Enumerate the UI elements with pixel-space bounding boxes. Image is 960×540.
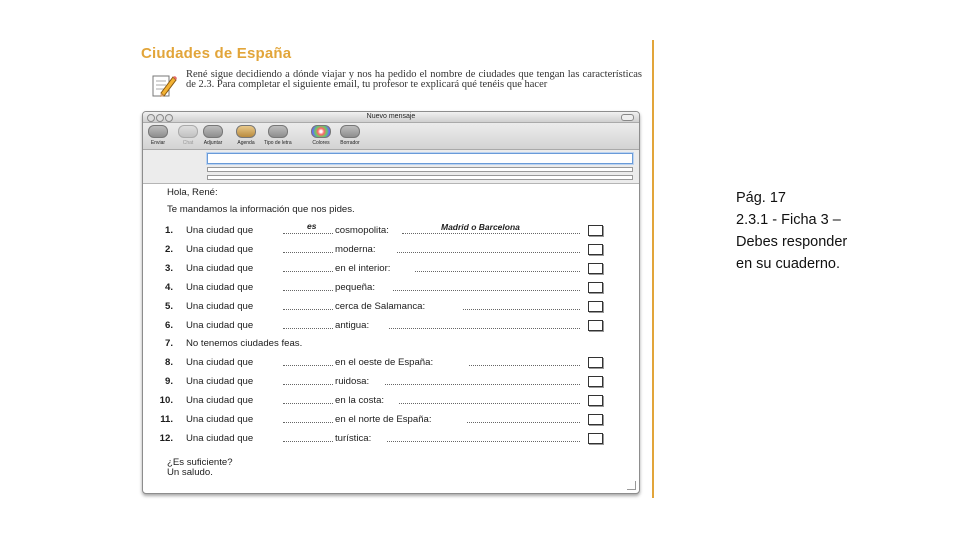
chat-button[interactable]: Chat bbox=[178, 125, 198, 146]
closing-question: ¿Es suficiente? bbox=[167, 457, 233, 468]
checkbox[interactable] bbox=[588, 376, 603, 387]
titlebar bbox=[143, 112, 639, 123]
side-note-line: 2.3.1 - Ficha 3 – bbox=[736, 212, 841, 228]
list-item: 3. Una ciudad que en el interior: bbox=[167, 263, 607, 275]
address-book-icon bbox=[236, 125, 256, 138]
checkbox[interactable] bbox=[588, 263, 603, 274]
window-title: Nuevo mensaje bbox=[366, 113, 416, 120]
list-item: 6. Una ciudad que antigua: bbox=[167, 320, 607, 332]
checkbox[interactable] bbox=[588, 414, 603, 425]
handwritten-verb: es bbox=[307, 221, 317, 231]
checkbox[interactable] bbox=[588, 320, 603, 331]
intro-text: René sigue decidiendo a dónde viajar y nos ha pedido el nombre de ciudades que tengan las características de 2.3. Para completar el siguiente email, tu profesor te explicará qué tenéis que hacer bbox=[186, 69, 642, 90]
chat-icon bbox=[178, 125, 198, 138]
color-wheel-icon bbox=[311, 125, 331, 138]
checkbox[interactable] bbox=[588, 282, 603, 293]
handwritten-answer: Madrid o Barcelona bbox=[441, 222, 520, 232]
closing-salutation: Un saludo. bbox=[167, 467, 213, 478]
list-item: 9. Una ciudad que ruidosa: bbox=[167, 376, 607, 388]
lead-sentence: Te mandamos la información que nos pides. bbox=[167, 204, 355, 215]
resize-grip[interactable] bbox=[627, 481, 636, 490]
fonts-icon bbox=[268, 125, 288, 138]
side-note bbox=[736, 187, 847, 275]
greeting: Hola, René: bbox=[167, 187, 218, 198]
fonts-button[interactable]: Tipo de letra bbox=[264, 125, 292, 146]
checkbox[interactable] bbox=[588, 225, 603, 236]
checkbox[interactable] bbox=[588, 395, 603, 406]
cc-field[interactable] bbox=[207, 167, 633, 172]
send-button[interactable]: Enviar bbox=[148, 125, 168, 146]
checkbox[interactable] bbox=[588, 301, 603, 312]
side-note-line: Pág. 17 bbox=[736, 190, 786, 206]
header-fields bbox=[143, 150, 639, 184]
draft-button[interactable]: Borrador bbox=[340, 125, 360, 146]
list-item: 2. Una ciudad que moderna: bbox=[167, 244, 607, 256]
subject-field[interactable] bbox=[207, 175, 633, 180]
list-item: 7. No tenemos ciudades feas. bbox=[164, 338, 303, 349]
pencil-icon bbox=[150, 73, 178, 99]
list-item: 10. Una ciudad que en la costa: bbox=[167, 395, 607, 407]
checkbox[interactable] bbox=[588, 357, 603, 368]
mail-window bbox=[142, 111, 640, 494]
draft-icon bbox=[340, 125, 360, 138]
paperclip-icon bbox=[203, 125, 223, 138]
page-title: Ciudades de España bbox=[141, 45, 292, 62]
checkbox[interactable] bbox=[588, 244, 603, 255]
colors-button[interactable]: Colores bbox=[311, 125, 331, 146]
send-icon bbox=[148, 125, 168, 138]
side-note-line: Debes responder bbox=[736, 234, 848, 250]
list-item: 12. Una ciudad que turística: bbox=[167, 433, 607, 445]
list-item: 8. Una ciudad que en el oeste de España: bbox=[167, 357, 607, 369]
address-book-button[interactable]: Agenda bbox=[236, 125, 256, 146]
margin-line bbox=[652, 40, 654, 498]
toolbar bbox=[143, 123, 639, 150]
list-item: 5. Una ciudad que cerca de Salamanca: bbox=[167, 301, 607, 313]
attach-button[interactable]: Adjuntar bbox=[203, 125, 223, 146]
side-note-line: en su cuaderno. bbox=[736, 256, 840, 272]
to-field[interactable] bbox=[207, 153, 633, 164]
checkbox[interactable] bbox=[588, 433, 603, 444]
list-item: 1. Una ciudad que cosmopolita: es Madrid o Barcelona bbox=[167, 225, 607, 237]
toolbar-toggle[interactable] bbox=[621, 114, 634, 121]
list-item: 11. Una ciudad que en el norte de España: bbox=[167, 414, 607, 426]
list-item: 4. Una ciudad que pequeña: bbox=[167, 282, 607, 294]
